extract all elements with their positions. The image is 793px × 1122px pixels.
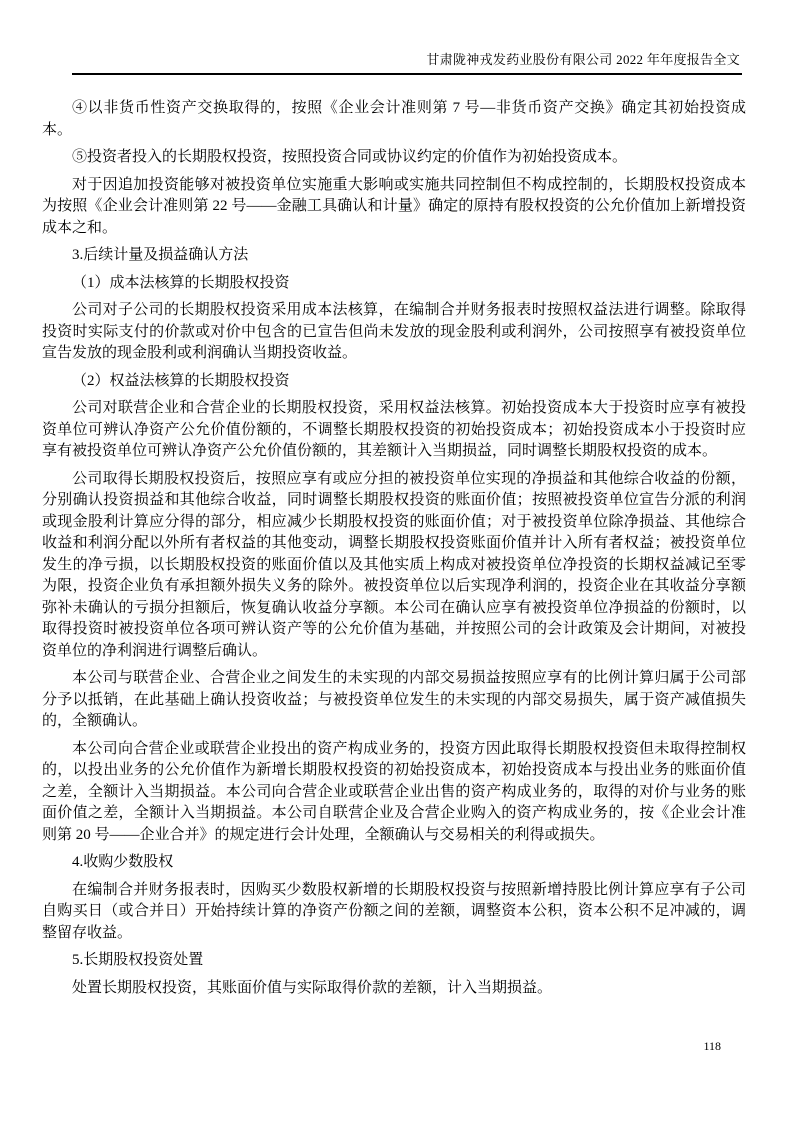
paragraph-additional-investment: 对于因追加投资能够对被投资单位实施重大影响或实施共同控制但不构成控制的，长期股权投资成本为按照《企业会计准则第 22 号——金融工具确认和计量》确定的原持有股权投资的公允价值加上新增投资成本之和。 (42, 176, 746, 236)
paragraph-investor-contribution: ⑤投资者投入的长期股权投资，按照投资合同或协议约定的价值作为初始投资成本。 (72, 149, 628, 165)
heading-disposal: 5.长期股权投资处置 (72, 952, 204, 968)
paragraph-minority-equity-detail: 在编制合并财务报表时，因购买少数股权新增的长期股权投资与按照新增持股比例计算应享有子公司自购买日（或合并日）开始持续计算的净资产份额之间的差额，调整资本公积，资本公积不足冲减的，调整留存收益。 (42, 881, 746, 941)
page-header-title: 甘肃陇神戎发药业股份有限公司 2022 年年度报告全文 (426, 52, 740, 67)
paragraph-equity-method-initial-cost: 公司对联营企业和合营企业的长期股权投资，采用权益法核算。初始投资成本大于投资时应享有被投资单位可辨认净资产公允价值份额的，不调整长期股权投资的初始投资成本；初始投资成本小于投资时应享有被投资单位可辨认净资产公允价值份额的，其差额计入当期损益，同时调整长期股权投资的成本。 (42, 400, 746, 459)
header-divider (72, 73, 742, 75)
document-body (42, 98, 746, 1005)
heading-subsequent-measurement: 3.后续计量及损益确认方法 (72, 247, 249, 263)
paragraph-unrealized-internal-transactions: 本公司与联营企业、合营企业之间发生的未实现的内部交易损益按照应享有的比例计算归属于公司部分予以抵销，在此基础上确认投资收益；与被投资单位发生的未实现的内部交易损失，属于资产减值损失的，全额确认。 (42, 670, 746, 729)
heading-minority-equity-acquisition: 4.收购少数股权 (72, 854, 174, 870)
paragraph-disposal-detail: 处置长期股权投资，其账面价值与实际取得价款的差额，计入当期损益。 (72, 979, 553, 996)
paragraph-equity-method-subsequent: 公司取得长期股权投资后，按照应享有或应分担的被投资单位实现的净损益和其他综合收益的份额，分别确认投资损益和其他综合收益，同时调整长期股权投资的账面价值；按照被投资单位宣告分派的利润或现金股利计算应分得的部分，相应减少长期股权投资的账面价值；对于被投资单位除净损益、其他综合收益和利润分配以外所有者权益的其他变动，调整长期股权投资账面价值并计入所有者权益；被投资单位发生的净亏损，以长期股权投资的账面价值以及其他实质上构成对被投资单位净投资的长期权益减记至零为限，投资企业负有承担额外损失义务的除外。被投资单位以后实现净利润的，投资企业在其收益分享额弥补未确认的亏损分担额后，恢复确认收益分享额。本公司在确认应享有被投资单位净损益的份额时，以取得投资时被投资单位各项可辨认资产等的公允价值为基础，并按照公司的会计政策及会计期间，对被投资单位的净利润进行调整后确认。 (42, 470, 746, 659)
paragraph-business-contribution-sale: 本公司向合营企业或联营企业投出的资产构成业务的，投资方因此取得长期股权投资但未取得控制权的，以投出业务的公允价值作为新增长期股权投资的初始投资成本，初始投资成本与投出业务的账面价值之差，全额计入当期损益。本公司向合营企业或联营企业出售的资产构成业务的，取得的对价与业务的账面价值之差，全额计入当期损益。本公司自联营企业及合营企业购入的资产构成业务的，按《企业会计准则第 20 号——企业合并》的规定进行会计处理，全额确认与交易相关的利得或损失。 (42, 740, 746, 843)
heading-equity-method: （2）权益法核算的长期股权投资 (72, 372, 290, 389)
paragraph-nonmonetary-exchange: ④以非货币性资产交换取得的，按照《企业会计准则第 7 号—非货币资产交换》确定其初始投资成本。 (42, 100, 746, 138)
page-number: 118 (703, 1039, 721, 1053)
heading-cost-method: （1）成本法核算的长期股权投资 (72, 274, 290, 291)
paragraph-cost-method-detail: 公司对子公司的长期股权投资采用成本法核算，在编制合并财务报表时按照权益法进行调整。除取得投资时实际支付的价款或对价中包含的已宣告但尚未发放的现金股利或利润外，公司按照享有被投资单位宣告发放的现金股利或利润确认当期投资收益。 (42, 302, 746, 361)
